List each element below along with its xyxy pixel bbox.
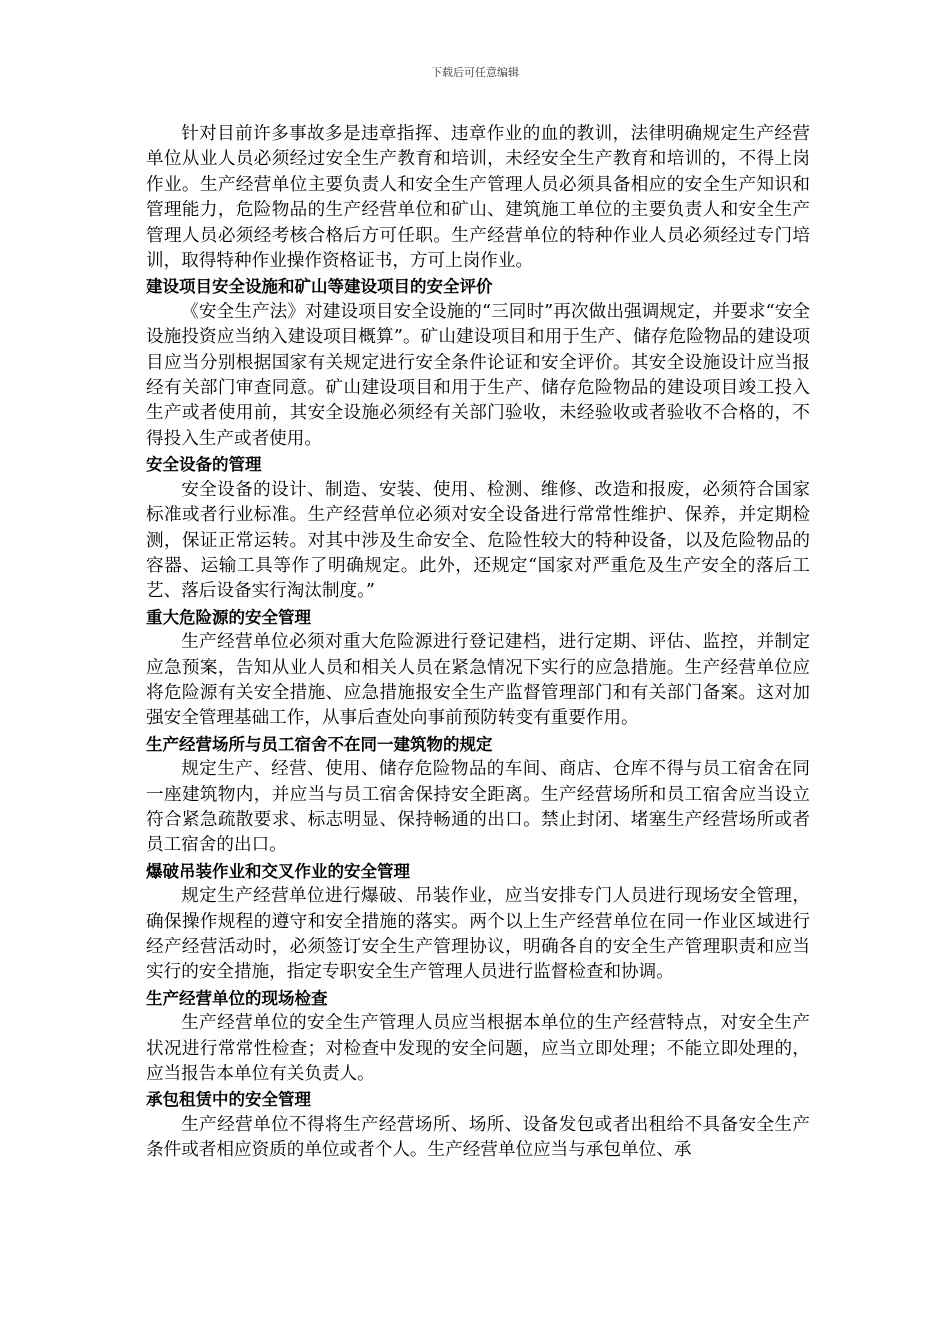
paragraph-hazard-source: 生产经营单位必须对重大危险源进行登记建档，进行定期、评估、监控，并制定应急预案，告知从业人员和相关人员在紧急情况下实行的应急措施。生产经营单位应将危险源有关安全措施、应急措施报安全生产监督管理部门和有关部门备案。这对加强安全管理基础工作，从事后查处向事前预防转变有重要作用。	[146, 632, 810, 729]
paragraph-blasting: 规定生产经营单位进行爆破、吊装作业，应当安排专门人员进行现场安全管理，确保操作规程的遵守和安全措施的落实。两个以上生产经营单位在同一作业区域进行经产经营活动时，必须签订安全生产管理协议，明确各自的安全生产管理职责和应当实行的安全措施，指定专职安全生产管理人员进行监督检查和协调。	[146, 886, 810, 983]
heading-blasting: 爆破吊装作业和交叉作业的安全管理	[146, 861, 410, 881]
paragraph-leasing: 生产经营单位不得将生产经营场所、场所、设备发包或者出租给不具备安全生产条件或者相应资质的单位或者个人。生产经营单位应当与承包单位、承	[146, 1114, 810, 1161]
heading-construction-safety: 建设项目安全设施和矿山等建设项目的安全评价	[146, 277, 493, 297]
paragraph-dormitory: 规定生产、经营、使用、储存危险物品的车间、商店、仓库不得与员工宿舍在同一座建筑物内，并应当与员工宿舍保持安全距离。生产经营场所和员工宿舍应当设立符合紧急疏散要求、标志明显、保持畅通的出口。禁止封闭、堵塞生产经营场所或者员工宿舍的出口。	[146, 759, 810, 856]
paragraph-construction-safety: 《安全生产法》对建设项目安全设施的“三同时”再次做出强调规定，并要求“安全设施投资应当纳入建设项目概算”。矿山建设项目和用于生产、储存危险物品的建设项目应当分别根据国家有关规定进行安全条件论证和安全评价。其安全设施设计应当报经有关部门审查同意。矿山建设项目和用于生产、储存危险物品的建设项目竣工投入生产或者使用前，其安全设施必须经有关部门验收，未经验收或者验收不合格的，不得投入生产或者使用。	[146, 301, 810, 449]
heading-site-inspection: 生产经营单位的现场检查	[146, 988, 328, 1008]
heading-equipment: 安全设备的管理	[146, 455, 262, 475]
paragraph-equipment: 安全设备的设计、制造、安装、使用、检测、维修、改造和报废，必须符合国家标准或者行业标准。生产经营单位必须对安全设备进行常常性维护、保养，并定期检测，保证正常运转。对其中涉及生命安全、危险性较大的特种设备，以及危险物品的容器、运输工具等作了明确规定。此外，还规定“国家对严重危及生产安全的落后工艺、落后设备实行淘汰制度。”	[146, 479, 810, 602]
page-header: 下载后可任意编辑	[431, 66, 519, 79]
heading-dormitory: 生产经营场所与员工宿舍不在同一建筑物的规定	[146, 734, 493, 754]
heading-hazard-source: 重大危险源的安全管理	[146, 607, 311, 627]
document-body	[146, 122, 810, 1164]
paragraph-training: 针对目前许多事故多是违章指挥、违章作业的血的教训，法律明确规定生产经营单位从业人员必须经过安全生产教育和培训，未经安全生产教育和培训的，不得上岗作业。生产经营单位主要负责人和安全生产管理人员必须具备相应的安全生产知识和管理能力，危险物品的生产经营单位和矿山、建筑施工单位的主要负责人和安全生产管理人员必须经考核合格后方可任职。生产经营单位的特种作业人员必须经过专门培训，取得特种作业操作资格证书，方可上岗作业。	[146, 124, 810, 272]
paragraph-site-inspection: 生产经营单位的安全生产管理人员应当根据本单位的生产经营特点，对安全生产状况进行常常性检查；对检查中发现的安全问题，应当立即处理；不能立即处理的，应当报告本单位有关负责人。	[146, 1013, 810, 1085]
heading-leasing: 承包租赁中的安全管理	[146, 1090, 311, 1110]
